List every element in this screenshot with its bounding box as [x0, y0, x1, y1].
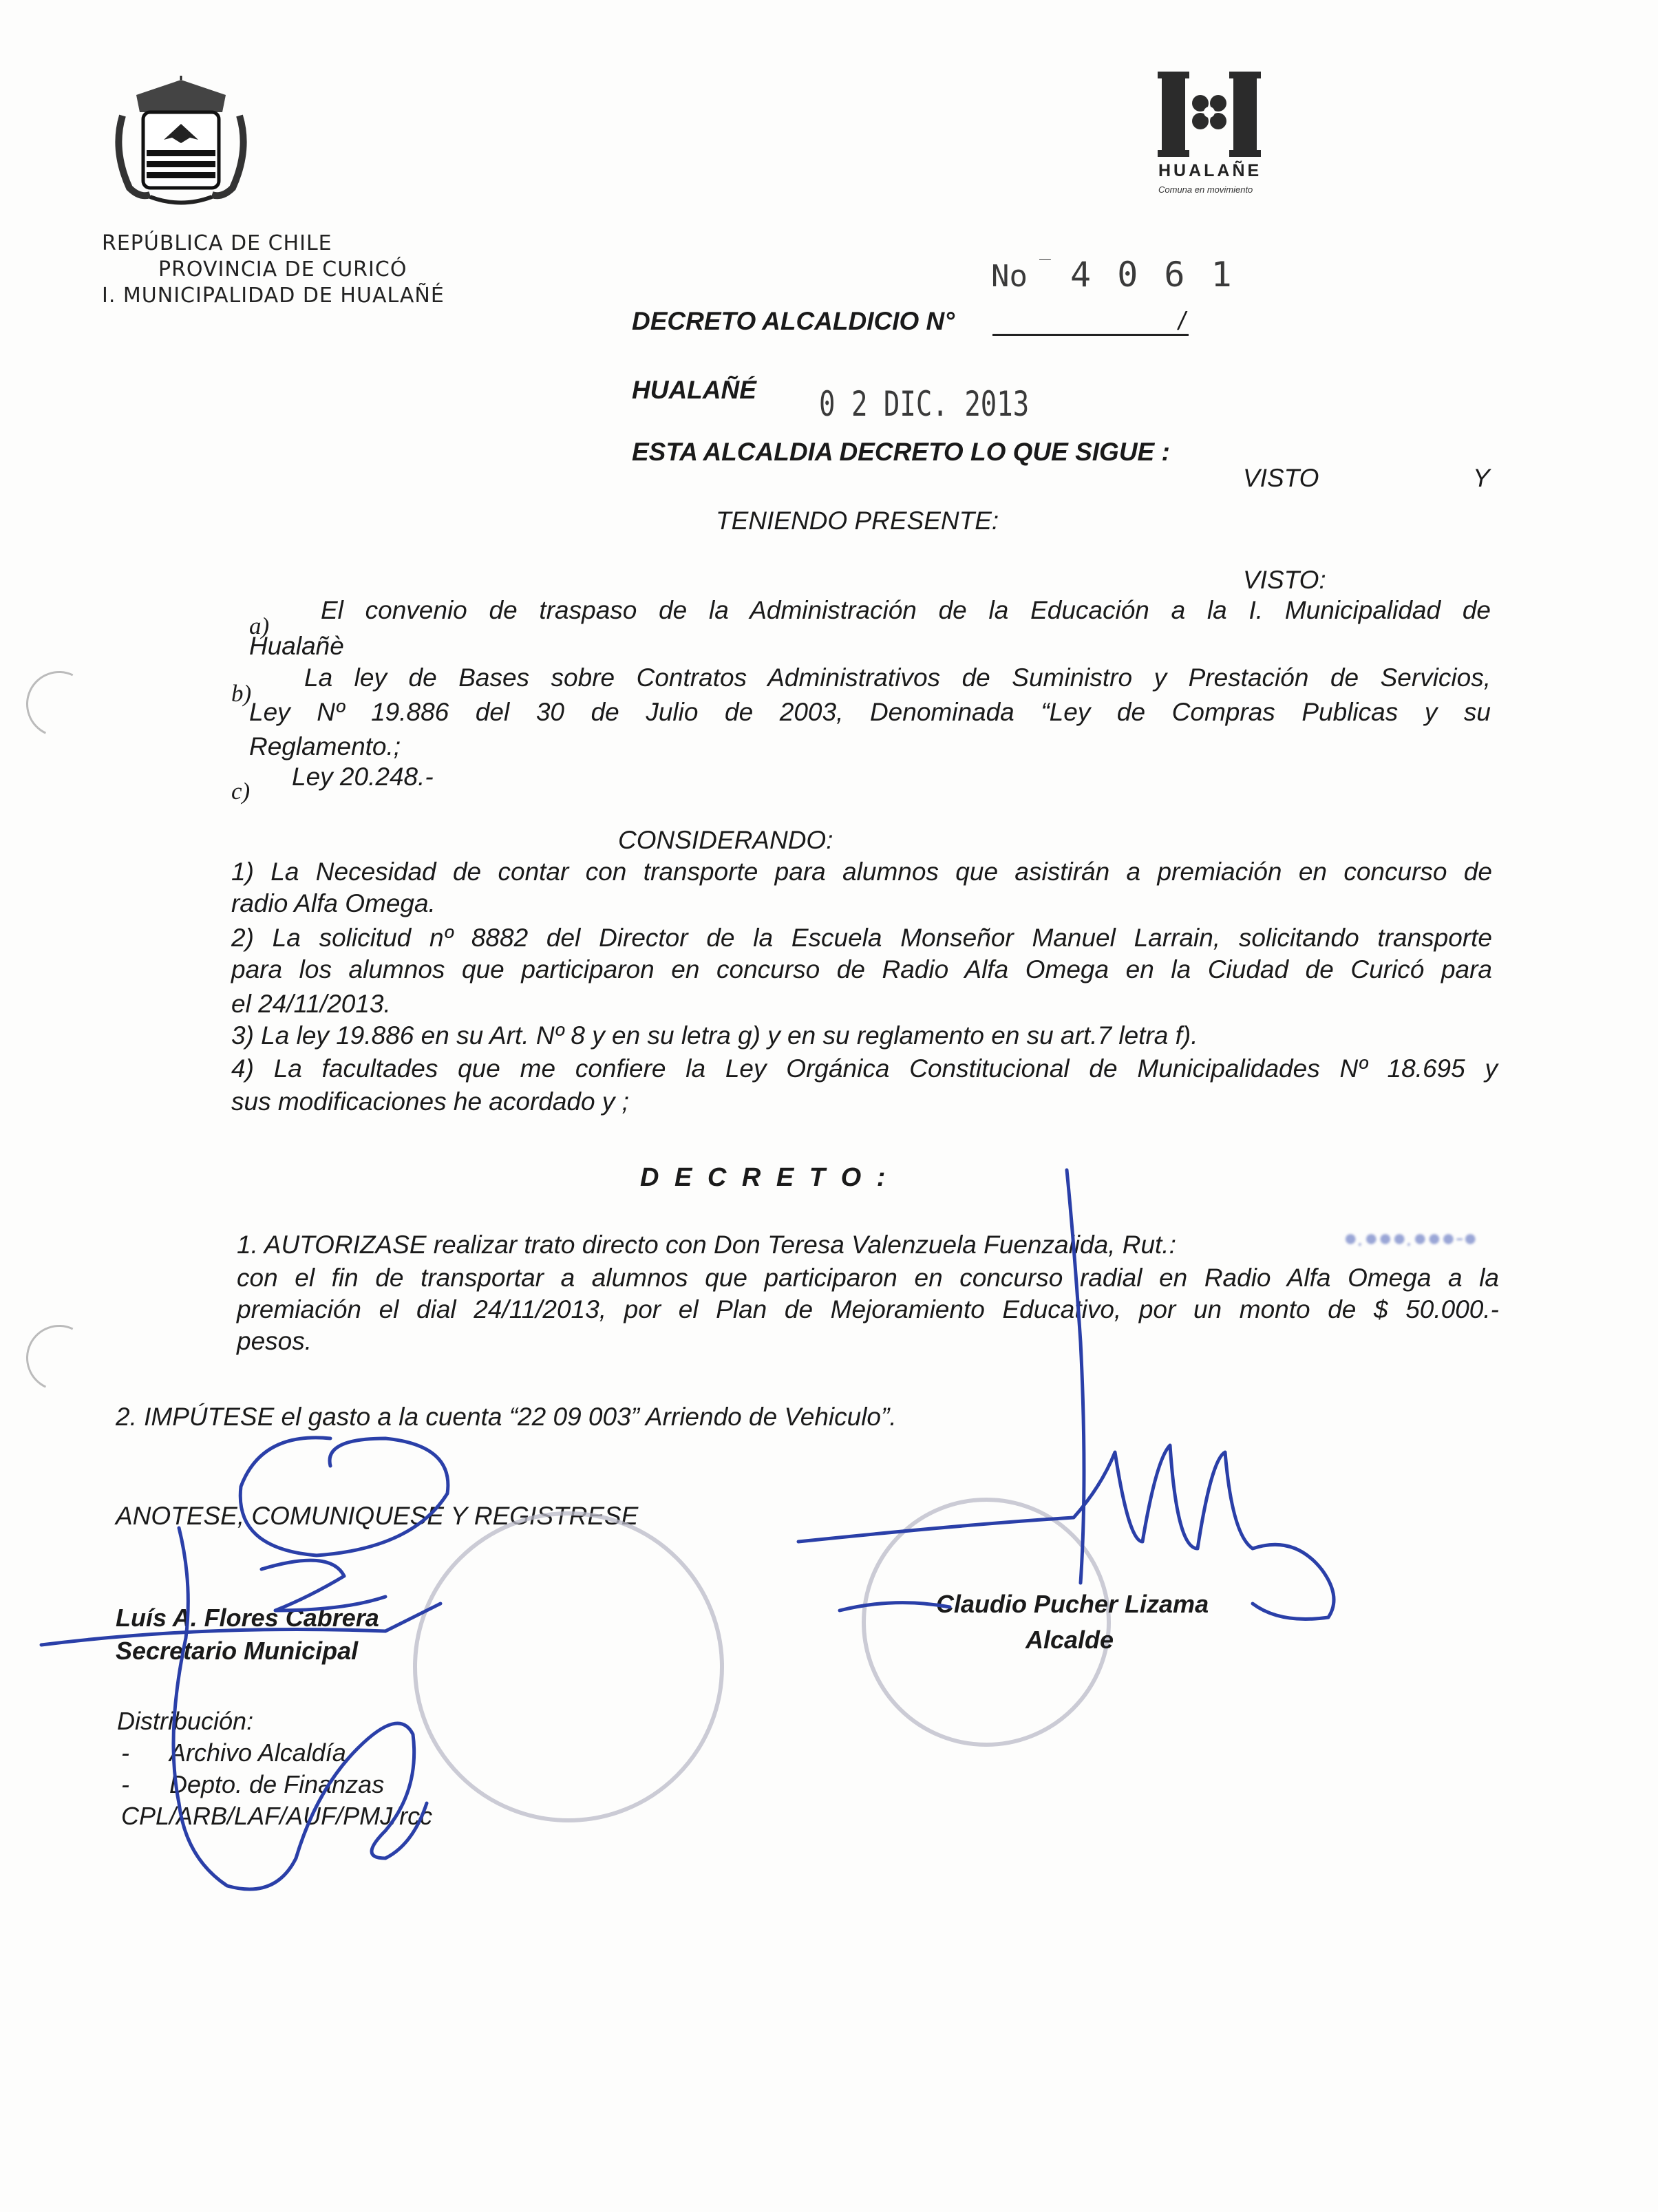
- visto-a-letter: a): [249, 613, 270, 639]
- decreto-item1-line3: premiación el dial 24/11/2013, por el Plan de Mejoramiento Educativo, por un monto de $ 50.000.-: [237, 1295, 1499, 1323]
- secretario-municipal-seal: [413, 1511, 724, 1822]
- logo-slogan: Comuna en movimiento: [1158, 184, 1253, 195]
- redacted-rut: ●.●●●.●●●-●: [1343, 1225, 1478, 1251]
- alcalde-title: Alcalde: [1025, 1626, 1114, 1654]
- considerando-line1: 1) La Necesidad de contar con transporte para alumnos que asistirán a premiación en concurso de: [231, 858, 1492, 886]
- considerando-line6: 3) La ley 19.886 en su Art. Nº 8 y en su letra g) y en su reglamento en su art.7 letra f).: [231, 1021, 1198, 1050]
- punch-hole-top: [17, 661, 101, 746]
- logo-name: HUALAÑE: [1158, 161, 1262, 180]
- decree-intro: ESTA ALCALDIA DECRETO LO QUE SIGUE :: [632, 438, 1170, 466]
- decreto-item1-line2: con el fin de transportar a alumnos que participaron en concurso radial en Radio Alfa Omega a la: [237, 1264, 1499, 1292]
- distribucion-item-finanzas: Depto. de Finanzas: [169, 1770, 385, 1798]
- teniendo-presente: TENIENDO PRESENTE:: [716, 507, 999, 535]
- alcalde-name: Claudio Pucher Lizama: [936, 1590, 1209, 1618]
- visto-b-line3: Reglamento.;: [249, 732, 401, 761]
- considerando-heading: CONSIDERANDO:: [618, 826, 833, 854]
- visto-c-letter: c): [231, 778, 251, 805]
- punch-hole-bottom: [17, 1315, 101, 1400]
- visto-c-line1: Ley 20.248.-: [292, 763, 434, 791]
- hualane-h-logo-icon: [1158, 70, 1261, 158]
- stamp-no-label: No: [991, 259, 1028, 294]
- considerando-line7: 4) La facultades que me confiere la Ley Orgánica Constitucional de Municipalidades Nº 18.695 y: [231, 1054, 1498, 1083]
- distribucion-dash-2: -: [121, 1770, 129, 1798]
- decree-place: HUALAÑÉ: [632, 376, 756, 404]
- alcaldia-seal: [862, 1498, 1111, 1747]
- distribucion-initials: CPL/ARB/LAF/AUF/PMJ/rcc: [121, 1802, 433, 1830]
- visto-b-letter: b): [231, 680, 252, 707]
- secretario-title: Secretario Municipal: [116, 1637, 359, 1665]
- municipal-coat-of-arms-icon: [109, 74, 253, 205]
- stamp-number: 4 0 6 1: [1070, 255, 1235, 295]
- visto-b-line2: Ley Nº 19.886 del 30 de Julio de 2003, Denominada “Ley de Compras Publicas y su: [249, 698, 1491, 726]
- visto-heading: VISTO:: [1243, 566, 1326, 594]
- decreto-item1-line1: 1. AUTORIZASE realizar trato directo con Don Teresa Valenzuela Fuenzalida, Rut.:: [237, 1231, 1176, 1259]
- considerando-line4: para los alumnos que participaron en concurso de Radio Alfa Omega en la Ciudad de Curicó para: [231, 955, 1492, 983]
- secretario-name: Luís A. Flores Cabrera: [116, 1604, 379, 1632]
- decree-number-line: [992, 334, 1189, 336]
- considerando-line3: 2) La solicitud nº 8882 del Director de la Escuela Monseñor Manuel Larrain, solicitando transporte: [231, 924, 1492, 952]
- visto-a-line2: Hualañè: [249, 632, 344, 660]
- y-word: Y: [1473, 464, 1490, 492]
- decree-title: DECRETO ALCALDICIO N°: [632, 307, 955, 335]
- visto-b-line1: La ley de Bases sobre Contratos Administrativos de Suministro y Prestación de Servicios,: [304, 663, 1491, 692]
- considerando-line2: radio Alfa Omega.: [231, 889, 436, 917]
- considerando-line5: el 24/11/2013.: [231, 990, 391, 1018]
- date-stamp: 0 2 DIC. 2013: [819, 384, 1030, 424]
- visto-word: VISTO: [1243, 464, 1319, 492]
- header-republica: REPÚBLICA DE CHILE: [102, 231, 332, 255]
- stamp-dash: ‾: [1039, 256, 1051, 279]
- header-provincia: PROVINCIA DE CURICÓ: [158, 257, 407, 281]
- distribucion-heading: Distribución:: [117, 1707, 254, 1735]
- decreto-item1-line4: pesos.: [237, 1327, 312, 1355]
- header-municipalidad: I. MUNICIPALIDAD DE HUALAÑÉ: [102, 284, 445, 308]
- distribucion-dash-1: -: [121, 1738, 129, 1767]
- visto-a-line1: El convenio de traspaso de la Administración de la Educación a la I. Municipalidad de: [321, 596, 1491, 624]
- considerando-line8: sus modificaciones he acordado y ;: [231, 1087, 629, 1116]
- decreto-item2: 2. IMPÚTESE el gasto a la cuenta “22 09 003” Arriendo de Vehiculo”.: [116, 1403, 897, 1431]
- distribucion-item-archivo: Archivo Alcaldía: [169, 1738, 346, 1767]
- closing-line: ANOTESE, COMUNIQUESE Y REGISTRESE: [116, 1502, 639, 1530]
- decreto-heading: D E C R E T O :: [640, 1163, 890, 1192]
- decree-number-slash: /: [1178, 307, 1186, 335]
